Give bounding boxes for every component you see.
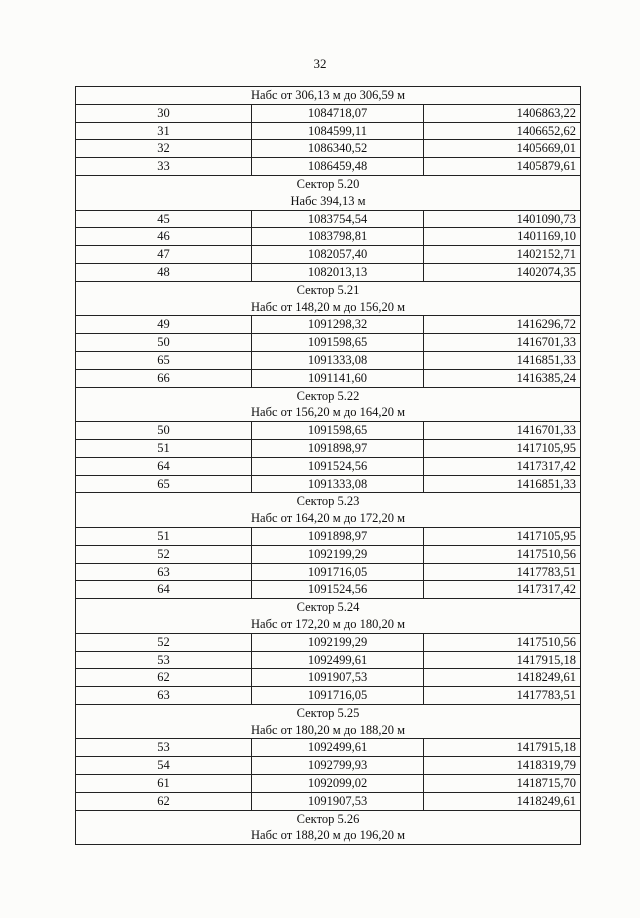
sector-title: Сектор 5.21 (296, 282, 360, 297)
y-coordinate: 1406863,22 (424, 104, 581, 122)
table-row (76, 669, 581, 687)
table-row (76, 633, 581, 651)
point-number: 54 (76, 757, 252, 775)
sector-title: Сектор 5.25 (296, 705, 360, 720)
height-range: Набс от 172,20 м до 180,20 м (251, 616, 405, 631)
x-coordinate: 1091141,60 (252, 369, 424, 387)
point-number: 49 (76, 316, 252, 334)
height-range: Набс от 306,13 м до 306,59 м (251, 88, 405, 102)
x-coordinate: 1083798,81 (252, 228, 424, 246)
table-row (76, 246, 581, 264)
y-coordinate: 1416296,72 (424, 316, 581, 334)
table-row (76, 545, 581, 563)
y-coordinate: 1417510,56 (424, 633, 581, 651)
height-range: Набс от 180,20 м до 188,20 м (251, 722, 405, 737)
table-row (76, 263, 581, 281)
y-coordinate: 1417510,56 (424, 545, 581, 563)
sector-title: Сектор 5.26 (296, 811, 360, 826)
table-row (76, 422, 581, 440)
table-row (76, 775, 581, 793)
table-row (76, 351, 581, 369)
point-number: 33 (76, 158, 252, 176)
x-coordinate: 1091716,05 (252, 563, 424, 581)
table-row (76, 739, 581, 757)
point-number: 62 (76, 792, 252, 810)
point-number: 51 (76, 439, 252, 457)
x-coordinate: 1091298,32 (252, 316, 424, 334)
x-coordinate: 1092199,29 (252, 545, 424, 563)
x-coordinate: 1082057,40 (252, 246, 424, 264)
x-coordinate: 1084599,11 (252, 122, 424, 140)
coordinates-table (75, 86, 581, 845)
y-coordinate: 1416385,24 (424, 369, 581, 387)
page-number: 32 (313, 56, 327, 71)
sector-header-row (76, 175, 581, 210)
table-row (76, 158, 581, 176)
x-coordinate: 1082013,13 (252, 263, 424, 281)
table-row (76, 122, 581, 140)
height-range: Набс от 148,20 м до 156,20 м (251, 299, 405, 314)
point-number: 64 (76, 457, 252, 475)
x-coordinate: 1083754,54 (252, 210, 424, 228)
sector-header-row (76, 387, 581, 422)
y-coordinate: 1418249,61 (424, 792, 581, 810)
table-row (76, 581, 581, 599)
x-coordinate: 1091333,08 (252, 475, 424, 493)
point-number: 65 (76, 475, 252, 493)
y-coordinate: 1402074,35 (424, 263, 581, 281)
table-row (76, 757, 581, 775)
point-number: 63 (76, 687, 252, 705)
x-coordinate: 1084718,07 (252, 104, 424, 122)
x-coordinate: 1091716,05 (252, 687, 424, 705)
sector-header (76, 387, 581, 422)
x-coordinate: 1091898,97 (252, 439, 424, 457)
y-coordinate: 1417105,95 (424, 527, 581, 545)
y-coordinate: 1417317,42 (424, 457, 581, 475)
coordinates-table-body (76, 87, 581, 845)
sector-header-row (76, 810, 581, 845)
x-coordinate: 1091907,53 (252, 669, 424, 687)
x-coordinate: 1086459,48 (252, 158, 424, 176)
point-number: 64 (76, 581, 252, 599)
y-coordinate: 1406652,62 (424, 122, 581, 140)
table-row (76, 457, 581, 475)
y-coordinate: 1418715,70 (424, 775, 581, 793)
sector-header (76, 810, 581, 845)
point-number: 61 (76, 775, 252, 793)
y-coordinate: 1405879,61 (424, 158, 581, 176)
table-row (76, 140, 581, 158)
table-row (76, 316, 581, 334)
sector-title: Сектор 5.24 (296, 600, 360, 615)
point-number: 51 (76, 527, 252, 545)
point-number: 63 (76, 563, 252, 581)
height-range: Набс от 156,20 м до 164,20 м (251, 405, 405, 420)
table-row (76, 439, 581, 457)
table-row (76, 228, 581, 246)
sector-title: Сектор 5.22 (296, 388, 360, 403)
table-row (76, 475, 581, 493)
table-row (76, 369, 581, 387)
table-row (76, 792, 581, 810)
table-row (76, 104, 581, 122)
x-coordinate: 1092199,29 (252, 633, 424, 651)
table-row (76, 210, 581, 228)
x-coordinate: 1091898,97 (252, 527, 424, 545)
x-coordinate: 1092099,02 (252, 775, 424, 793)
y-coordinate: 1416701,33 (424, 334, 581, 352)
point-number: 46 (76, 228, 252, 246)
y-coordinate: 1418249,61 (424, 669, 581, 687)
x-coordinate: 1091333,08 (252, 351, 424, 369)
height-range: Набс от 164,20 м до 172,20 м (251, 511, 405, 526)
point-number: 31 (76, 122, 252, 140)
point-number: 62 (76, 669, 252, 687)
sector-header (76, 599, 581, 634)
point-number: 50 (76, 422, 252, 440)
point-number: 53 (76, 739, 252, 757)
point-number: 45 (76, 210, 252, 228)
x-coordinate: 1086340,52 (252, 140, 424, 158)
x-coordinate: 1091598,65 (252, 422, 424, 440)
height-range: Набс от 188,20 м до 196,20 м (251, 828, 405, 843)
y-coordinate: 1417783,51 (424, 687, 581, 705)
x-coordinate: 1092499,61 (252, 651, 424, 669)
x-coordinate: 1091907,53 (252, 792, 424, 810)
sector-header (76, 87, 581, 105)
table-row (76, 334, 581, 352)
table-row (76, 527, 581, 545)
y-coordinate: 1401090,73 (424, 210, 581, 228)
point-number: 52 (76, 545, 252, 563)
point-number: 53 (76, 651, 252, 669)
y-coordinate: 1417915,18 (424, 739, 581, 757)
sector-title: Сектор 5.20 (296, 176, 360, 191)
y-coordinate: 1417783,51 (424, 563, 581, 581)
point-number: 47 (76, 246, 252, 264)
height-range: Набс 394,13 м (290, 193, 366, 208)
y-coordinate: 1405669,01 (424, 140, 581, 158)
table-row (76, 687, 581, 705)
point-number: 66 (76, 369, 252, 387)
point-number: 48 (76, 263, 252, 281)
sector-header (76, 493, 581, 528)
y-coordinate: 1402152,71 (424, 246, 581, 264)
x-coordinate: 1092499,61 (252, 739, 424, 757)
point-number: 50 (76, 334, 252, 352)
point-number: 52 (76, 633, 252, 651)
sector-header-row (76, 281, 581, 316)
x-coordinate: 1092799,93 (252, 757, 424, 775)
y-coordinate: 1418319,79 (424, 757, 581, 775)
y-coordinate: 1416701,33 (424, 422, 581, 440)
x-coordinate: 1091524,56 (252, 581, 424, 599)
y-coordinate: 1401169,10 (424, 228, 581, 246)
sector-header-row (76, 87, 581, 105)
y-coordinate: 1416851,33 (424, 351, 581, 369)
sector-title: Сектор 5.23 (296, 494, 360, 509)
table-row (76, 563, 581, 581)
y-coordinate: 1417317,42 (424, 581, 581, 599)
point-number: 65 (76, 351, 252, 369)
y-coordinate: 1417105,95 (424, 439, 581, 457)
x-coordinate: 1091598,65 (252, 334, 424, 352)
sector-header-row (76, 493, 581, 528)
sector-header-row (76, 704, 581, 739)
sector-header (76, 704, 581, 739)
sector-header-row (76, 599, 581, 634)
x-coordinate: 1091524,56 (252, 457, 424, 475)
point-number: 32 (76, 140, 252, 158)
y-coordinate: 1417915,18 (424, 651, 581, 669)
y-coordinate: 1416851,33 (424, 475, 581, 493)
table-row (76, 651, 581, 669)
sector-header (76, 281, 581, 316)
point-number: 30 (76, 104, 252, 122)
sector-header (76, 175, 581, 210)
